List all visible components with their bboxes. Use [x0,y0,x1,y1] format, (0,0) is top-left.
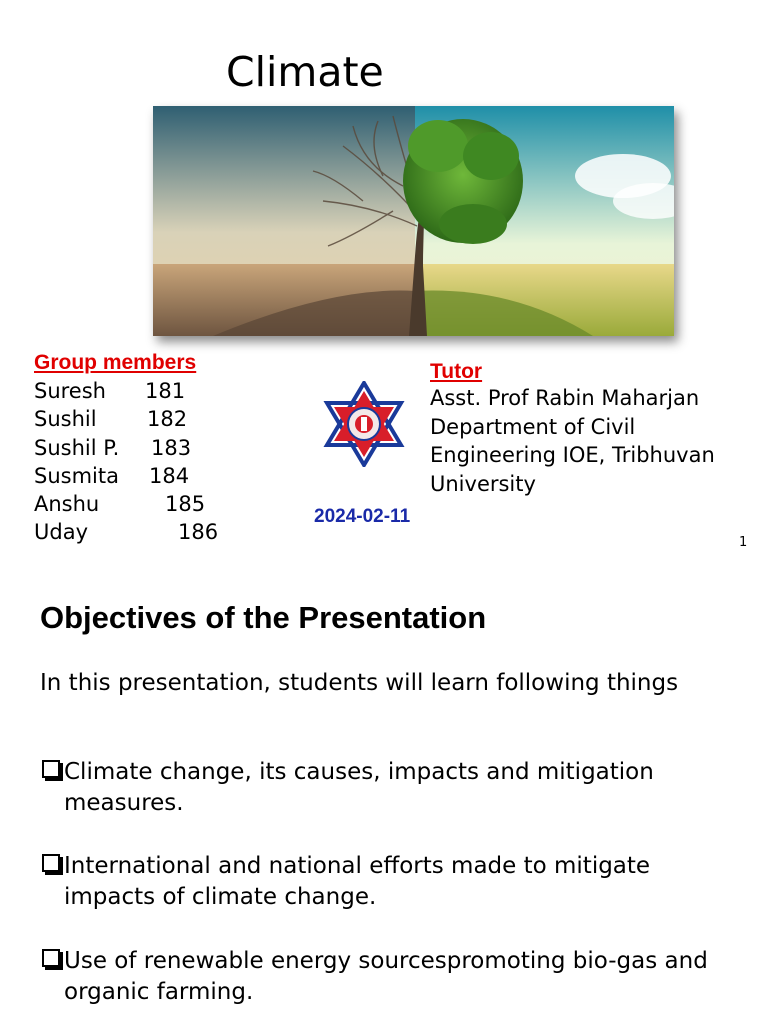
tutor-line: Department of Civil [430,414,636,439]
bullet-text: Climate change, its causes, impacts and mitigation measures. [64,759,654,816]
presentation-date: 2024-02-11 [314,506,411,527]
member-row [34,462,218,490]
tree-half-dry-half-green-image [153,106,674,336]
tutor-line: Engineering IOE, Tribhuvan [430,443,715,467]
member-row [34,490,218,518]
member-name: Sushil P. [34,435,120,460]
member-row [34,377,218,405]
checkbox-bullet-icon [42,760,60,778]
member-name: Susmita [34,463,119,488]
member-roll: 186 [178,520,219,545]
member-row [34,518,218,546]
bullet-text: Use of renewable energy sourcespromoting bio-gas and organic farming. [64,948,708,1005]
tribhuvan-university-logo-icon [323,381,405,467]
member-row [34,434,218,462]
tutor-details [430,384,766,498]
member-name: Sushil [34,407,97,432]
member-name: Uday [34,520,88,545]
tutor-line: University [430,471,536,496]
hero-illustration [153,106,674,336]
member-roll: 184 [149,463,190,488]
objective-bullet [40,851,720,913]
objective-bullet [40,757,720,819]
bullet-text: International and national efforts made to mitigate impacts of climate change. [64,853,651,910]
tutor-heading: Tutor [430,360,483,383]
objectives-intro: In this presentation, students will learn following things [40,670,679,696]
member-name: Anshu [34,492,100,517]
group-members-heading: Group members [34,351,197,374]
checkbox-bullet-icon [42,949,60,967]
objective-bullet [40,946,720,1008]
member-row [34,405,218,433]
logo-graphic [323,381,405,467]
member-roll: 181 [145,379,186,403]
members-list [34,377,218,547]
member-roll: 182 [147,407,188,432]
slide-number: 1 [739,535,748,550]
checkbox-bullet-icon [42,854,60,872]
tutor-line: Asst. Prof Rabin Maharjan [430,386,700,410]
slide-title: Climate [226,48,384,96]
objectives-title: Objectives of the Presentation [40,600,487,635]
member-name: Suresh [34,379,106,403]
member-roll: 183 [151,435,192,460]
member-roll: 185 [165,492,206,517]
